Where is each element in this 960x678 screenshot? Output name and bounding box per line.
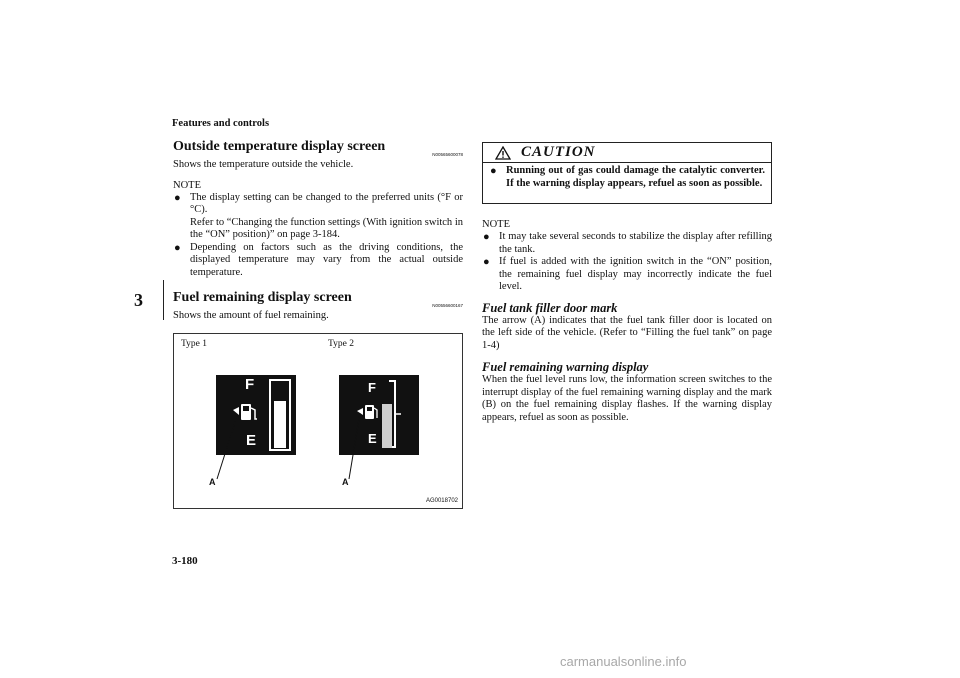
note-label: NOTE — [173, 179, 201, 191]
figure-code: AG0018702 — [425, 498, 458, 504]
note-label: NOTE — [482, 219, 510, 230]
section-description: Shows the amount of fuel remaining. — [173, 310, 329, 321]
section-title-fuel-remaining: Fuel remaining display screen N00556600167 — [173, 289, 463, 307]
type1-empty-label: E — [246, 432, 257, 449]
type2-empty-label: E — [368, 431, 377, 446]
note-item: ● If fuel is added with the ignition switch in the “ON” position, the remaining fuel display may incorrectly indicate the fuel level. — [482, 256, 772, 294]
fuel-display-figure — [173, 333, 463, 509]
subsection-title-warning: Fuel remaining warning display — [482, 360, 649, 374]
type2-label: Type 2 — [328, 339, 354, 349]
left-column — [173, 138, 463, 323]
type1-full-label: F — [245, 376, 255, 393]
note-item: ● Depending on factors such as the driving conditions, the displayed temperature may vary from the actual outside temperature. — [173, 242, 463, 280]
arrow-label-a-type1: A — [209, 477, 216, 487]
caution-item: ● Running out of gas could damage the catalytic converter. If the warning display appears, refuel as soon as possible. — [489, 165, 765, 190]
chapter-tab — [127, 280, 164, 320]
subsection-title-filler-door: Fuel tank filler door mark — [482, 300, 618, 315]
section-code: N00556600167 — [432, 303, 463, 308]
type2-gauge-fill — [382, 404, 392, 448]
page-number: 3-180 — [172, 555, 198, 567]
type1-gauge-fill — [274, 401, 286, 448]
section-code: N00565600078 — [432, 152, 463, 157]
caution-box — [482, 142, 772, 204]
right-column — [482, 218, 772, 424]
section-title-outside-temperature: Outside temperature display screen N00565600078 — [173, 138, 463, 156]
page-header: Features and controls — [172, 118, 270, 129]
note-list — [482, 231, 772, 294]
caution-header — [483, 143, 771, 163]
subsection-text-filler-door: The arrow (A) indicates that the fuel tank filler door is located on the left side of the vehicle. (Refer to “Filling the fuel tank” on page 1-4) — [482, 314, 772, 351]
chapter-number: 3 — [134, 290, 143, 310]
section-description: Shows the temperature outside the vehicle. — [173, 159, 354, 170]
note-item: ● It may take several seconds to stabilize the display after refilling the tank. — [482, 231, 772, 256]
fuel-gauge-illustration — [174, 334, 464, 510]
subsection-text-warning: When the fuel level runs low, the information screen switches to the interrupt display of the fuel remaining warning display and the mark (B) on the fuel remaining display flashes. If the warning display appears, refuel as soon as possible. — [482, 374, 772, 423]
type1-label: Type 1 — [181, 339, 207, 349]
arrow-label-a-type2: A — [342, 477, 349, 487]
note-list — [173, 192, 463, 280]
caution-title: CAUTION — [521, 144, 596, 160]
watermark: carmanualsonline.info — [560, 654, 687, 669]
warning-triangle-icon — [495, 146, 511, 160]
note-item: ● The display setting can be changed to the preferred units (°F or °C). Refer to “Changing the function settings (With ignition switch in the “ON” position)” on page 3-184. — [173, 192, 463, 242]
caution-body — [489, 165, 765, 190]
type2-display-panel — [339, 375, 419, 455]
type2-full-label: F — [368, 380, 376, 395]
